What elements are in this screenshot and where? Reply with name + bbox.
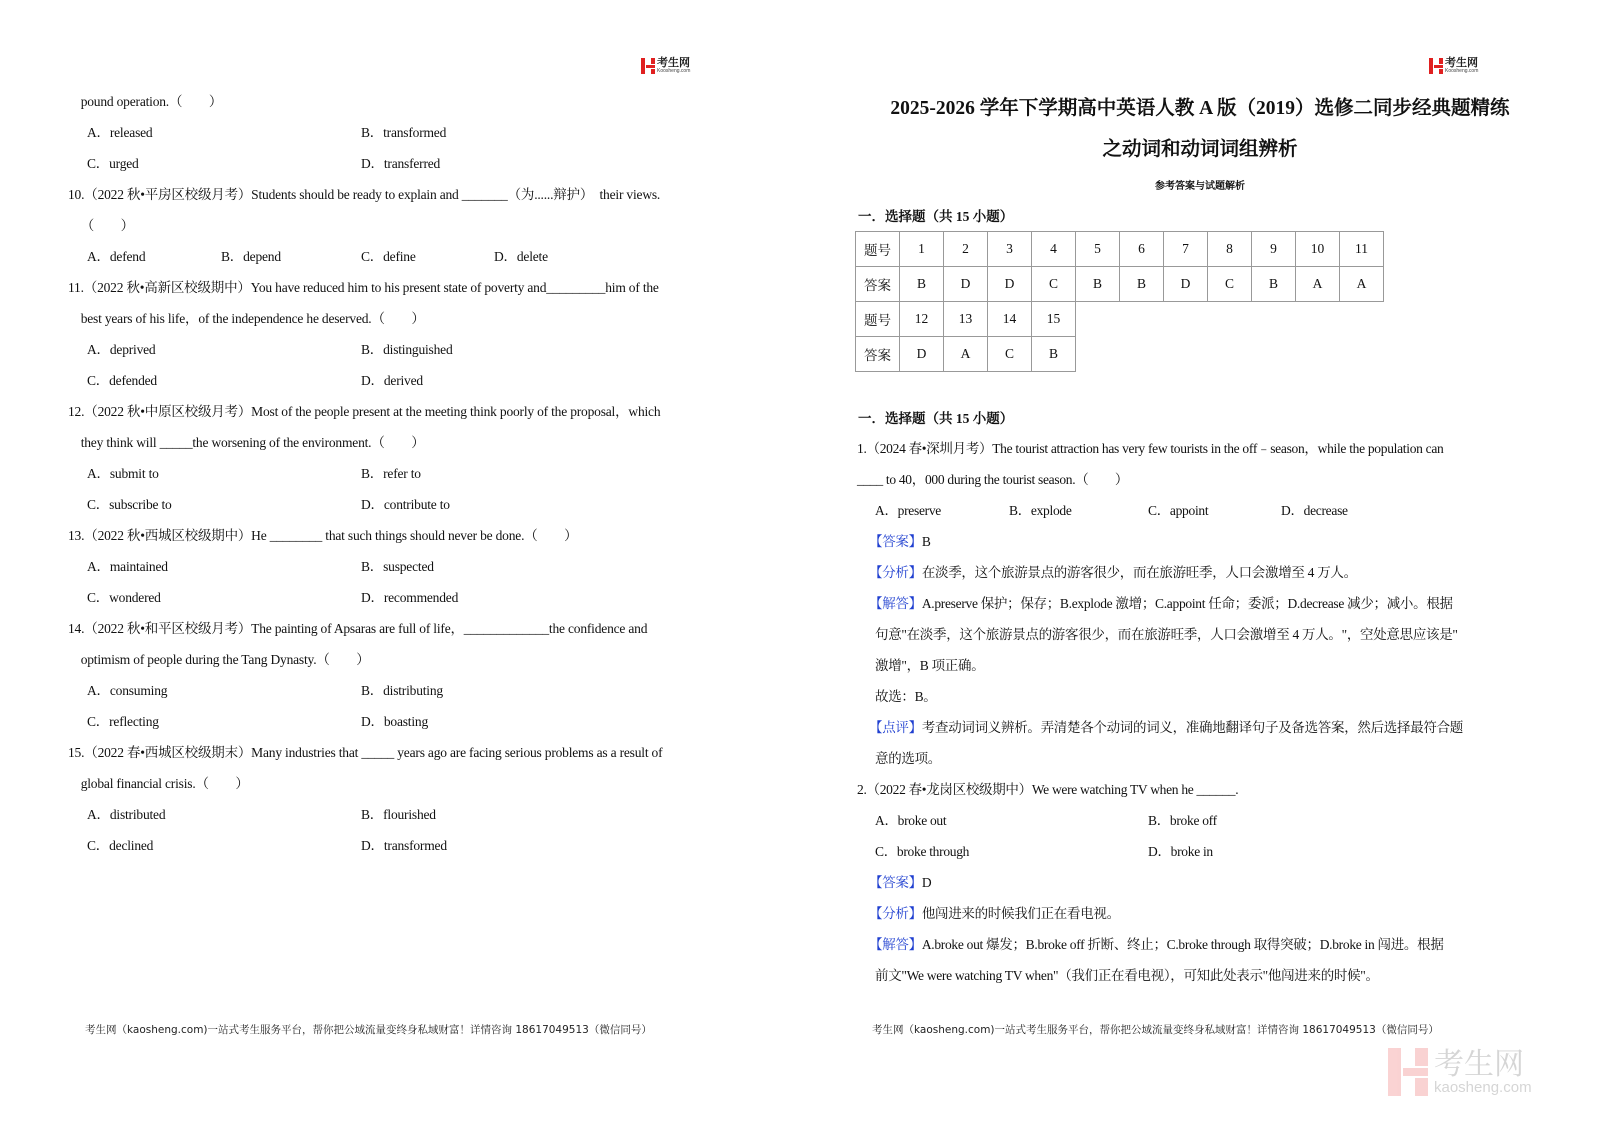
answer-cell: B xyxy=(1032,337,1076,372)
question-number-cell: 13 xyxy=(944,302,988,337)
answer-option: C．broke through xyxy=(875,844,970,859)
option-row xyxy=(68,830,788,861)
answer-option: D．transferred xyxy=(361,156,441,171)
answer-option: C．appoint xyxy=(1148,503,1209,518)
answer-option: D．boasting xyxy=(361,714,428,729)
answer-cell: C xyxy=(988,337,1032,372)
answer-cell: C xyxy=(1032,267,1076,302)
option-row xyxy=(68,365,788,396)
question-text: pound operation.（ ） xyxy=(68,94,223,109)
answer-cell: A xyxy=(1340,267,1384,302)
question-number-cell: 14 xyxy=(988,302,1032,337)
question-number-cell: 8 xyxy=(1208,232,1252,267)
question-text: they think will _____the worsening of the environment.（ ） xyxy=(68,435,425,450)
answer-option: B．suspected xyxy=(361,559,434,574)
watermark-text: 考生网 xyxy=(1434,1046,1524,1082)
row-label: 答案 xyxy=(856,337,900,372)
analysis-text: 句意"在淡季，这个旅游景点的游客很少，而在旅游旺季，人口会激增至 4 万人。"，空处意思应该是" xyxy=(875,627,1458,642)
logo-subtext: Koosheng.com xyxy=(1445,68,1479,75)
answer-cell: D xyxy=(1164,267,1208,302)
analysis-label: 【答案】 xyxy=(869,875,922,890)
analysis-line xyxy=(857,867,1597,898)
option-row xyxy=(68,148,788,179)
answer-option: C．subscribe to xyxy=(87,497,172,512)
answer-cell: A xyxy=(1296,267,1340,302)
analysis-content: 在淡季，这个旅游景点的游客很少，而在旅游旺季，人口会激增至 4 万人。 xyxy=(921,565,1357,580)
answer-option: B．distinguished xyxy=(361,342,453,357)
answer-option: D．contribute to xyxy=(361,497,450,512)
document-subtitle: 参考答案与试题解析 xyxy=(1155,181,1245,192)
answer-cell: B xyxy=(1120,267,1164,302)
option-row xyxy=(68,117,788,148)
option-row xyxy=(68,334,788,365)
answer-option: C．urged xyxy=(87,156,139,171)
answer-option: A．preserve xyxy=(875,503,941,518)
answer-option: C．defended xyxy=(87,373,157,388)
analysis-content: A.preserve 保护；保存；B.explode 激增；C.appoint 任命；委派；D.decrease 减少；减小。根据 xyxy=(921,596,1453,611)
analysis-label: 【答案】 xyxy=(869,534,922,549)
document-title-line2: 之动词和动词词组辨析 xyxy=(1102,139,1298,160)
logo-right xyxy=(1429,57,1478,75)
answer-option: D．delete xyxy=(494,249,548,264)
footer-right: 考生网（kaosheng.com)一站式考生服务平台，帮你把公域流量变终身私域财富！详情咨询 18617049513（微信同号） xyxy=(872,1024,1439,1036)
question-number-cell: 5 xyxy=(1076,232,1120,267)
question-text: 11.（2022 秋•高新区校级期中）You have reduced him to his present state of poverty and_________him of the xyxy=(68,280,659,295)
answer-table-2 xyxy=(855,301,1076,372)
answer-option: A．released xyxy=(87,125,153,140)
watermark-logo-icon xyxy=(1388,1048,1428,1096)
option-row xyxy=(68,458,788,489)
answer-option: A．submit to xyxy=(87,466,159,481)
analysis-line xyxy=(857,712,1597,743)
answer-option: B．explode xyxy=(1009,503,1072,518)
question-text: 15.（2022 春•西城区校级期末）Many industries that _____ years ago are facing serious problems as a result of xyxy=(68,745,663,760)
option-row xyxy=(68,241,788,272)
answer-option: B．distributing xyxy=(361,683,443,698)
question-number-cell: 12 xyxy=(900,302,944,337)
document-title-line1: 2025-2026 学年下学期高中英语人教 A 版（2019）选修二同步经典题精练 xyxy=(890,98,1510,119)
analysis-line xyxy=(857,898,1597,929)
question-text: best years of his life，of the independence he deserved.（ ） xyxy=(68,311,425,326)
question-text: 14.（2022 秋•和平区校级月考）The painting of Apsaras are full of life，_____________the confidence and xyxy=(68,621,648,636)
answer-option: B．broke off xyxy=(1148,813,1217,828)
answer-option: D．derived xyxy=(361,373,423,388)
answer-cell: B xyxy=(1252,267,1296,302)
answer-cell: D xyxy=(900,337,944,372)
question-number-cell: 11 xyxy=(1340,232,1384,267)
question-number-cell: 4 xyxy=(1032,232,1076,267)
watermark-subtext: kaosheng.com xyxy=(1434,1078,1532,1096)
analysis-text: 意的选项。 xyxy=(875,751,941,766)
analysis-content: A.broke out 爆发；B.broke off 折断、终止；C.broke through 取得突破；D.broke in 闯进。根据 xyxy=(921,937,1444,952)
analysis-label: 【解答】 xyxy=(869,937,922,952)
analysis-text: 激增"，B 项正确。 xyxy=(875,658,985,673)
question-text: 12.（2022 秋•中原区校级月考）Most of the people present at the meeting think poorly of the proposal，which xyxy=(68,404,661,419)
analysis-label: 【分析】 xyxy=(869,906,922,921)
row-label: 题号 xyxy=(856,232,900,267)
analysis-line xyxy=(857,526,1597,557)
answer-option: C．declined xyxy=(87,838,154,853)
logo-subtext: Koosheng.com xyxy=(657,68,691,75)
answer-option: A．maintained xyxy=(87,559,168,574)
answer-option: D．broke in xyxy=(1148,844,1213,859)
answer-table-1 xyxy=(855,231,1384,302)
answer-option: A．broke out xyxy=(875,813,947,828)
answer-option: B．depend xyxy=(221,249,281,264)
footer-left: 考生网（kaosheng.com)一站式考生服务平台，帮你把公域流量变终身私域财富！详情咨询 18617049513（微信同号） xyxy=(85,1024,652,1036)
answer-option: D．decrease xyxy=(1281,503,1348,518)
answer-option: B．refer to xyxy=(361,466,421,481)
left-page-questions xyxy=(68,86,788,861)
answer-cell: B xyxy=(900,267,944,302)
question-text: 13.（2022 秋•西城区校级期中）He ________ that such things should never be done.（ ） xyxy=(68,528,578,543)
question-text: （ ） xyxy=(68,218,134,233)
section-heading-analysis: 一．选择题（共 15 小题） xyxy=(858,411,1014,426)
answer-option: A．consuming xyxy=(87,683,168,698)
question-number-cell: 1 xyxy=(900,232,944,267)
logo-left xyxy=(641,57,690,75)
question-text: global financial crisis.（ ） xyxy=(68,776,249,791)
answer-option: A．deprived xyxy=(87,342,156,357)
analysis-text: 前文"We were watching TV when"（我们正在看电视），可知此处表示"他闯进来的时候"。 xyxy=(875,968,1379,983)
question-number-cell: 10 xyxy=(1296,232,1340,267)
analysis-label: 【解答】 xyxy=(869,596,922,611)
analysis-line xyxy=(857,557,1597,588)
option-row xyxy=(68,582,788,613)
answer-option: B．transformed xyxy=(361,125,447,140)
option-row xyxy=(68,489,788,520)
analysis-label: 【分析】 xyxy=(869,565,922,580)
answer-cell: B xyxy=(1076,267,1120,302)
answer-option: B．flourished xyxy=(361,807,436,822)
analysis-content: D xyxy=(921,875,932,890)
analysis-label: 【点评】 xyxy=(869,720,922,735)
answer-cell: D xyxy=(944,267,988,302)
option-row xyxy=(68,551,788,582)
logo-mark-icon xyxy=(1429,58,1443,74)
analysis-line xyxy=(857,929,1597,960)
analysis-content: 考查动词词义辨析。弄清楚各个动词的词义，准确地翻译句子及备选答案，然后选择最符合题 xyxy=(921,720,1464,735)
row-label: 答案 xyxy=(856,267,900,302)
answer-option: C．reflecting xyxy=(87,714,159,729)
question-text: optimism of people during the Tang Dynasty.（ ） xyxy=(68,652,370,667)
answer-cell: A xyxy=(944,337,988,372)
question-text: 2.（2022 春•龙岗区校级期中）We were watching TV when he ______. xyxy=(857,782,1239,797)
question-number-cell: 6 xyxy=(1120,232,1164,267)
right-page-analysis xyxy=(857,433,1597,991)
logo-text: 考生网 xyxy=(1445,56,1478,69)
question-number-cell: 9 xyxy=(1252,232,1296,267)
question-number-cell: 2 xyxy=(944,232,988,267)
option-row xyxy=(68,799,788,830)
logo-text: 考生网 xyxy=(657,56,690,69)
logo-mark-icon xyxy=(641,58,655,74)
question-number-cell: 7 xyxy=(1164,232,1208,267)
answer-option: A．distributed xyxy=(87,807,166,822)
question-text: 10.（2022 秋•平房区校级月考）Students should be ready to explain and _______（为......辩护） their views. xyxy=(68,187,661,202)
option-row xyxy=(68,706,788,737)
option-row xyxy=(68,675,788,706)
answer-option: A．defend xyxy=(87,249,146,264)
section-heading-answers: 一．选择题（共 15 小题） xyxy=(858,209,1014,224)
question-text: ____ to 40，000 during the tourist season.（ ） xyxy=(857,472,1129,487)
watermark xyxy=(1388,1048,1532,1096)
question-number-cell: 3 xyxy=(988,232,1032,267)
analysis-text: 故选：B。 xyxy=(875,689,937,704)
analysis-content: B xyxy=(921,534,931,549)
question-text: 1.（2024 春•深圳月考）The tourist attraction has very few tourists in the off﹣season，while the population can xyxy=(857,441,1444,456)
answer-option: C．wondered xyxy=(87,590,161,605)
answer-cell: C xyxy=(1208,267,1252,302)
option-row xyxy=(857,495,1597,526)
option-row xyxy=(857,836,1597,867)
answer-option: C．define xyxy=(361,249,416,264)
answer-option: D．transformed xyxy=(361,838,447,853)
option-row xyxy=(857,805,1597,836)
answer-cell: D xyxy=(988,267,1032,302)
question-number-cell: 15 xyxy=(1032,302,1076,337)
analysis-content: 他闯进来的时候我们正在看电视。 xyxy=(921,906,1120,921)
analysis-line xyxy=(857,588,1597,619)
answer-option: D．recommended xyxy=(361,590,459,605)
row-label: 题号 xyxy=(856,302,900,337)
